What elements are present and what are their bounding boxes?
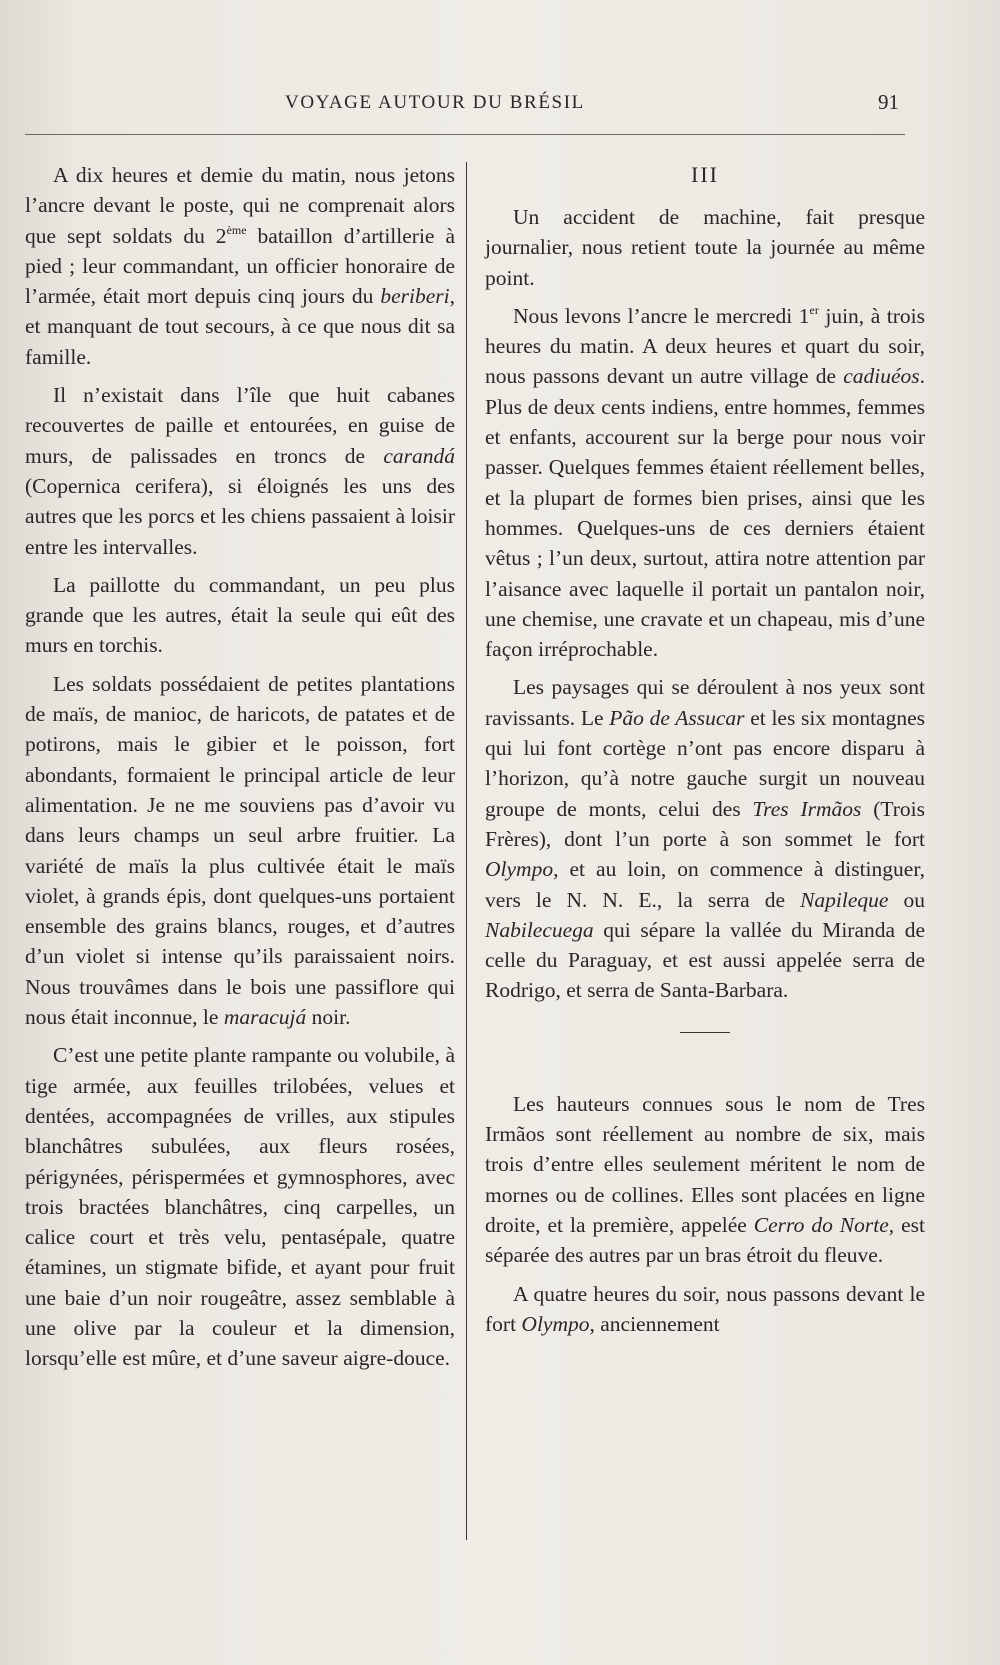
paragraph: Il n’existait dans l’île que huit cabanes recouvertes de paille et entourées, en guise de murs, de palissades en troncs de carandá (Copernica cerifera), si éloignés les uns des autres que les porcs et les chiens passaient à loisir entre les intervalles. [25,383,455,559]
header-rule [25,134,905,135]
paragraph: Les hauteurs connues sous le nom de Tres Irmãos sont réellement au nombre de six, mais trois d’entre elles seulement méritent le nom de mornes ou de collines. Elles sont placées en ligne droite, et la première, appelée Cerro do Norte, est séparée des autres par un bras étroit du fleuve. [485,1091,925,1268]
section-separator-rule [680,1032,730,1033]
paragraph: La paillotte du commandant, un peu plus grande que les autres, était la seule qui eût des murs en torchis. [25,572,455,658]
paragraph: C’est une petite plante rampante ou volubile, à tige armée, aux feuilles trilobées, velues et dentées, accompagnées de vrilles, aux stipules blanchâtres subulées, aux fleurs rosées, périgynées, périspermées et gymnosphores, avec trois bractées blanchâtres, cinq carpelles, un calice court et très velu, pentasépale, quatre étamines, un stigmate bifide, et ayant pour fruit une baie d’un noir rougeâtre, assez semblable à une olive par la couleur et la dimension, lorsqu’elle est mûre, et d’une saveur aigre-douce. [25,1043,455,1371]
running-head [0,92,1000,122]
paragraph: A quatre heures du soir, nous passons devant le fort Olympo, anciennement [485,1281,925,1336]
paragraph: Les soldats possédaient de petites plantations de maïs, de manioc, de haricots, de patates et de potirons, mais le gibier et le poisson, fort abondants, formaient le principal article de leur alimentation. Je ne me souviens pas d’avoir vu dans leurs champs un seul arbre fruitier. La variété de maïs la plus cultivée était le maïs violet, à grands épis, dont quelques-uns portaient ensemble des grains blancs, rouges, et d’autres d’un violet si intense qu’ils paraissaient noirs. Nous trouvâmes dans le bois une passiflore qui nous était inconnue, le maracujá noir. [25,671,455,1030]
right-column [485,160,925,1347]
paragraph: Les paysages qui se déroulent à nos yeux sont ravissants. Le Pão de Assucar et les six montagnes qui lui font cortège n’ont pas encore disparu à l’horizon, qu’à notre gauche surgit un nouveau groupe de monts, celui des Tres Irmãos (Trois Frères), dont l’un porte à son sommet le fort Olympo, et au loin, on commence à distinguer, vers le N. N. E., la serra de Napileque ou Nabilecuega qui sépare la vallée du Miranda de celle du Paraguay, et est aussi appelée serra de Rodrigo, et serra de Santa-Barbara. [485,675,925,1003]
paragraph: Nous levons l’ancre le mercredi 1er juin, à trois heures du matin. A deux heures et quart du soir, nous passons devant un autre village de cadiuéos. Plus de deux cents indiens, entre hommes, femmes et enfants, accourent sur la berge pour nous voir passer. Quelques femmes étaient réellement belles, et la plupart de formes bien prises, ainsi que les hommes. Quelques-uns de ces derniers étaient vêtus ; l’un deux, surtout, attira notre attention par l’aisance avec laquelle il portait un pantalon noir, une chemise, une cravate et un chapeau, mis d’une façon irréprochable. [485,302,925,662]
page-number: 91 [878,90,899,114]
column-divider [466,162,467,1540]
left-column [25,160,455,1382]
paragraph: A dix heures et demie du matin, nous jetons l’ancre devant le poste, qui ne comprenait alors que sept soldats du 2ème bataillon d’artillerie à pied ; leur commandant, un officier honoraire de l’armée, était mort depuis cinq jours du beriberi, et manquant de tout secours, à ce que nous dit sa famille. [25,163,455,369]
section-number: III [691,162,719,187]
paragraph: Un accident de machine, fait presque journalier, nous retient toute la journée au même point. [485,205,925,290]
running-title: VOYAGE AUTOUR DU BRÉSIL [285,92,585,113]
